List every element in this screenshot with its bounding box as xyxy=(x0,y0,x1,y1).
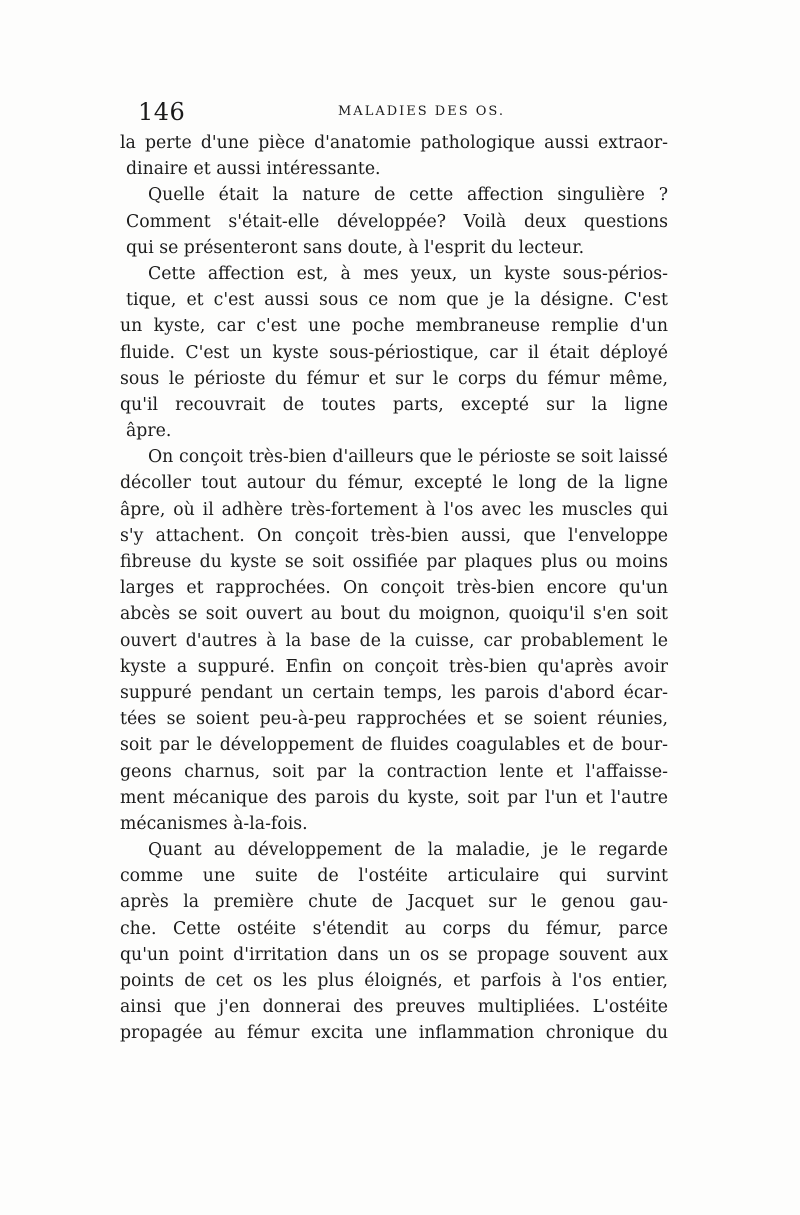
text-line: fluide. C'est un kyste sous-périostique, car il était déployé xyxy=(120,342,668,363)
text-line: On conçoit très-bien d'ailleurs que le périoste se soit laissé xyxy=(148,447,668,468)
text-line: ainsi que j'en donnerai des preuves multipliées. L'ostéite xyxy=(120,997,668,1018)
text-line: tées se soient peu-à-peu rapprochées et se soient réunies, xyxy=(120,709,668,730)
text-line: âpre, où il adhère très-fortement à l'os avec les muscles qui xyxy=(120,499,668,520)
text-line: kyste a suppuré. Enfin on conçoit très-bien qu'après avoir xyxy=(120,656,668,677)
body-text xyxy=(120,130,668,1047)
text-line: Comment s'était-elle développée? Voilà deux questions xyxy=(126,211,668,232)
text-line: points de cet os les plus éloignés, et parfois à l'os entier, xyxy=(120,971,668,991)
text-line: dinaire et aussi intéressante. xyxy=(126,159,381,180)
text-line: soit par le développement de fluides coagulables et de bour- xyxy=(120,735,668,756)
text-line: ment mécanique des parois du kyste, soit par l'un et l'autre xyxy=(120,787,668,808)
text-line: qu'il recouvrait de toutes parts, excepté sur la ligne xyxy=(120,394,668,415)
text-line: abcès se soit ouvert au bout du moignon, quoiqu'il s'en soit xyxy=(120,604,668,625)
text-line: ouvert d'autres à la base de la cuisse, car probablement le xyxy=(120,630,668,651)
running-head: MALADIES DES OS. xyxy=(338,104,505,119)
text-line: s'y attachent. On conçoit très-bien aussi, que l'enveloppe xyxy=(120,525,668,546)
text-line: Cette affection est, à mes yeux, un kyste sous-périos- xyxy=(148,263,668,284)
text-line: che. Cette ostéite s'étendit au corps du fémur, parce xyxy=(120,918,668,939)
text-line: après la première chute de Jacquet sur le genou gau- xyxy=(120,892,668,913)
text-line: Quelle était la nature de cette affection singulière ? xyxy=(148,185,668,206)
text-line: suppuré pendant un certain temps, les parois d'abord écar- xyxy=(120,682,668,703)
text-line: comme une suite de l'ostéite articulaire qui survint xyxy=(120,866,668,887)
text-line: qui se présenteront sans doute, à l'esprit du lecteur. xyxy=(126,237,585,258)
text-line: âpre. xyxy=(126,421,172,442)
text-line: larges et rapprochées. On conçoit très-bien encore qu'un xyxy=(120,578,668,599)
text-line: fibreuse du kyste se soit ossifiée par plaques plus ou moins xyxy=(120,552,668,572)
text-line: décoller tout autour du fémur, excepté le long de la ligne xyxy=(120,473,668,494)
text-line: qu'un point d'irritation dans un os se propage souvent aux xyxy=(120,944,668,965)
text-line: un kyste, car c'est une poche membraneuse remplie d'un xyxy=(120,316,668,337)
text-line: sous le périoste du fémur et sur le corps du fémur même, xyxy=(120,368,668,389)
text-line: mécanismes à-la-fois. xyxy=(120,813,308,834)
text-line: geons charnus, soit par la contraction lente et l'affaisse- xyxy=(120,761,668,782)
text-line: Quant au développement de la maladie, je le regarde xyxy=(148,840,668,861)
page-header xyxy=(138,98,658,128)
text-line: tique, et c'est aussi sous ce nom que je la désigne. C'est xyxy=(126,290,668,311)
text-line: la perte d'une pièce d'anatomie pathologique aussi extraor- xyxy=(120,133,668,153)
text-line: propagée au fémur excita une inflammation chronique du xyxy=(120,1023,668,1044)
page-number: 146 xyxy=(138,98,186,126)
